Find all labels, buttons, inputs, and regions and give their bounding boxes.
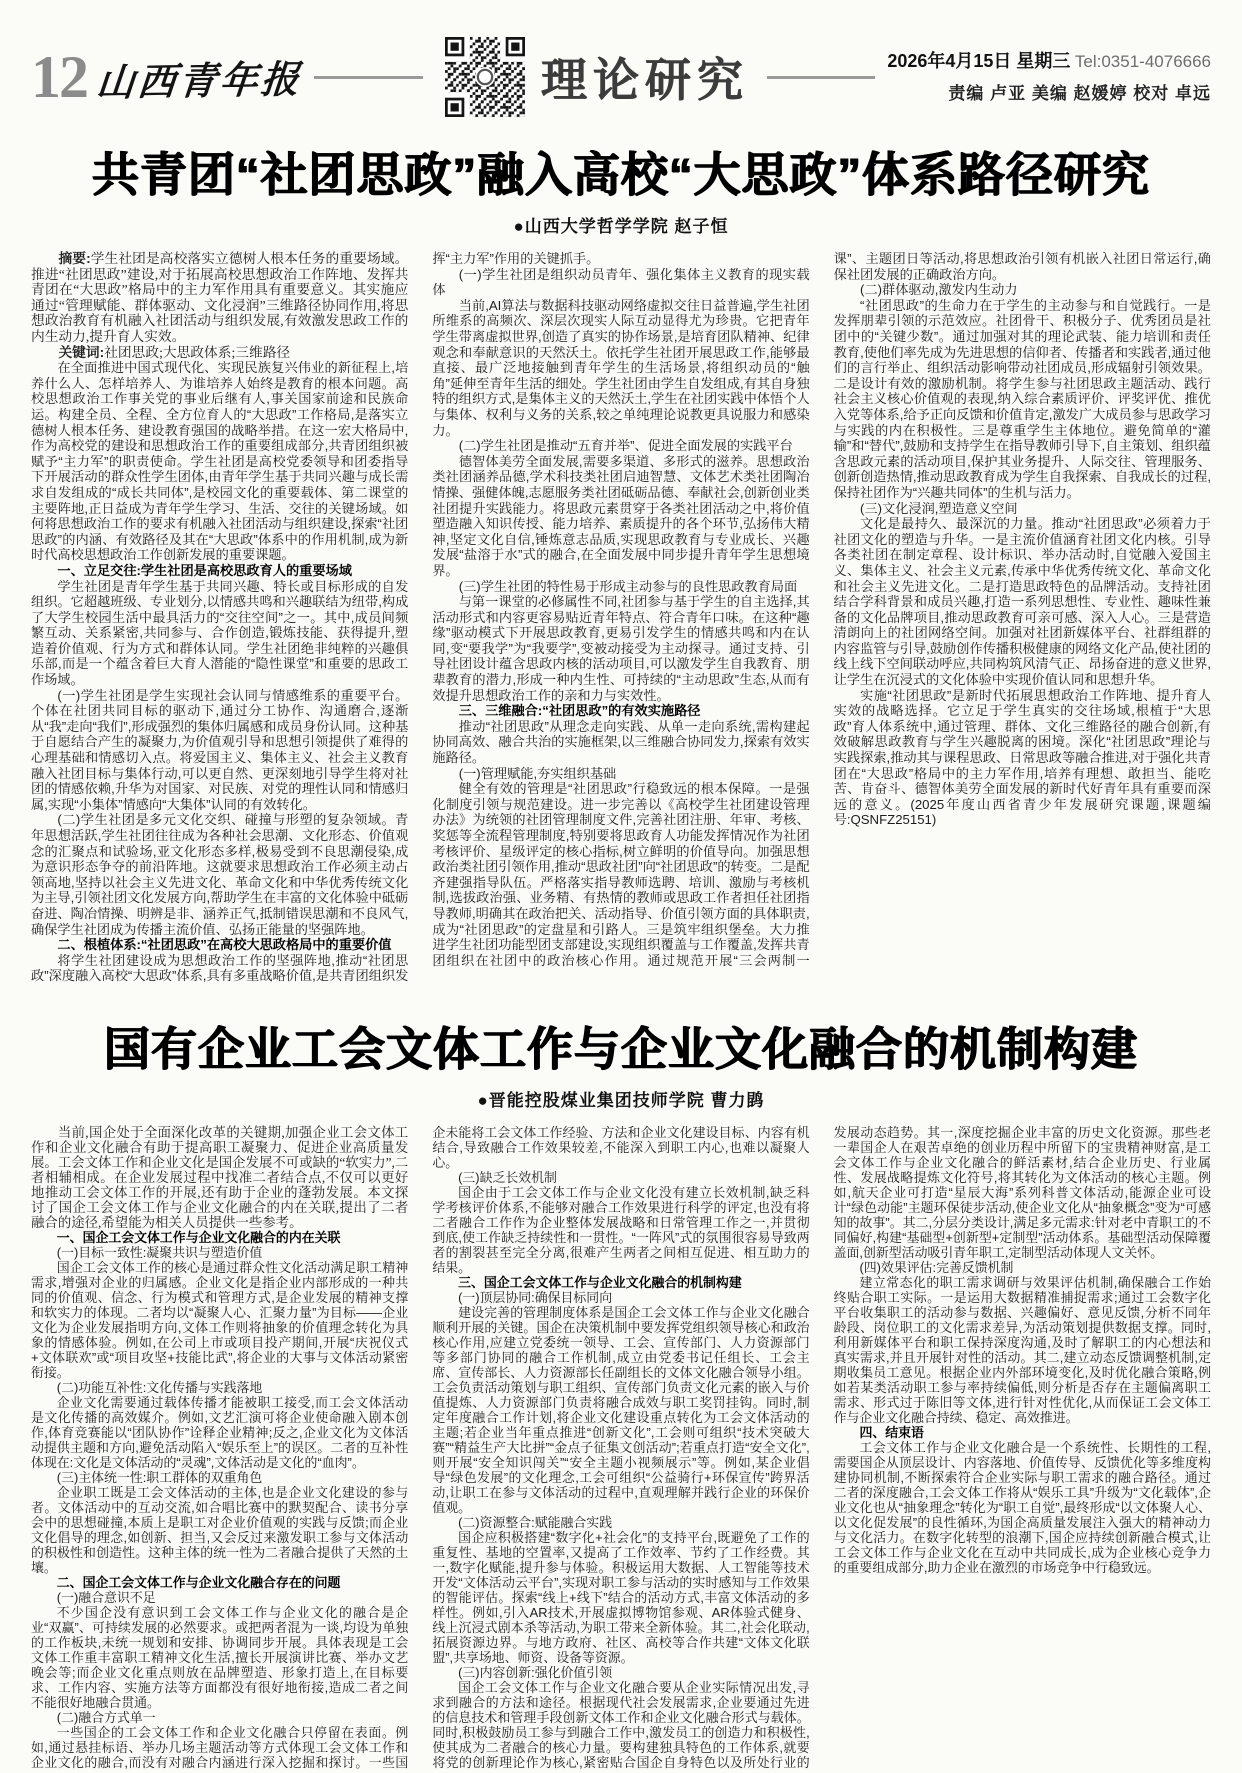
paragraph-body: 实施“社团思政”是新时代拓展思想政治工作阵地、提升育人实效的战略选择。它立足于学生真实的交往场域,根植于“大思政”育人体系统中,通过管理、群体、文化三维路径的融合创新,有效破解思政教育与学生兴趣脱离的困境。深化“社团思政”理论与实践探索,推动其与课程思政、日常思政等融合推进,对于强化共青团在“大思政”格局中的主力军作用,培养有理想、敢担当、能吃苦、肯奋斗、德智体美劳全面发展的新时代好青年具有重要而深远的意义。(2025年度山西省青少年发展研究课题,课题编号:QSNFZ25151): [833, 687, 1211, 828]
header-info: [887, 44, 1211, 111]
paragraph-body: 国企工会文体工作与企业文化融合要从企业实际情况出发,寻求到融合的方法和途径。根据现代社会发展需求,企业要通过先进的信息技术和管理手段创新文体工作和企业文化融合形式与载体。同时,积极鼓励员工参与到融合工作中,激发员工的创造力和积极性,使其成为二者融合的核心力量。要构建独具特色的工作体系,就要将党的创新理论作为核心,紧密贴合国企自身特色以及所处行业的发展动态趋势。其一,深度挖掘企业丰富的历史文化资源。那些老一辈国企人在艰苦卓绝的创业历程中所留下的宝贵精神财富,是工会文体工作与企业文化融合的鲜活素材,结合企业历史、行业属性、发展战略提炼文化符号,将其转化为文体活动的核心主题。例如,航天企业可打造“星辰大海”系列科普文体活动,能源企业可设计“绿色动能”主题环保徒步活动,使企业文化从“抽象概念”变为“可感知的故事”。其二,分层分类设计,满足多元需求:针对老中青职工的不同偏好,构建“基础型+创新型+定制型”活动体系。基础型活动保障覆盖面,创新型活动吸引青年职工,定制型活动体现人文关怀。: [432, 1124, 1211, 1770]
paragraph-body: “社团思政”的生命力在于学生的主动参与和自觉践行。一是发挥朋辈引领的示范效应。社团骨干、积极分子、优秀团员是社团中的“关键少数”。通过加强对其的理论武装、能力培训和责任教育,使他们率先成为先进思想的信仰者、传播者和实践者,通过他们的言行举止、组织活动影响带动社团成员,形成辐射引领效果。二是设计有效的激励机制。将学生参与社团思政主题活动、践行社会主义核心价值观的表现,纳入综合素质评价、评奖评优、推优入党等体系,给予正向反馈和价值肯定,激发广大成员参与思政学习与实践的内在积极性。三是尊重学生主体地位。避免简单的“灌输”和“替代”,鼓励和支持学生在指导教师引导下,自主策划、组织蕴含思政元素的活动项目,保护其业务提升、人际交往、管理服务、创新创造热情,推动思政教育成为学生自我探索、自我成长的过程,保持社团作为“兴趣共同体”的生机与活力。: [833, 297, 1211, 500]
paragraph-body: (三)学生社团的特性易于形成主动参与的良性思政教育局面: [458, 578, 798, 594]
paragraph-h: 四、结束语: [859, 1424, 924, 1440]
paragraph-body: 国企由于工会文体工作与企业文化没有建立长效机制,缺乏科学考核评价体系,不能够对融合工作效果进行科学的评定,也没有将二者融合工作作为企业整体发展战略和日常管理工作之一,并贯彻到底,使工作缺乏持续性和一贯性。“一阵风”式的氛围很容易导致两者的割裂甚至完全分离,很难产生两者之间相互促进、相互助力的结果。: [432, 1184, 810, 1275]
paragraph-body: 企业职工既是工会文体活动的主体,也是企业文化建设的参与者。文体活动中的互动交流,如合唱比赛中的默契配合、读书分享会中的思想碰撞,本质上是职工对企业价值观的实践与反馈;而企业文化倡导的理念,如创新、担当,又会反过来激发职工参与文体活动的积极性和创造性。这种主体的统一性为二者融合提供了天然的土壤。: [31, 1484, 409, 1575]
paragraph-body: (三)主体统一性:职工群体的双重角色: [56, 1469, 263, 1485]
paragraph-body: 企业文化需要通过载体传播才能被职工接受,而工会文体活动是文化传播的高效媒介。例如,文艺汇演可将企业使命融入剧本创作,体育竞赛能以“团队协作”诠释企业精神;反之,企业文化为文体活动提供主题和方向,避免活动陷入“娱乐至上”的误区。二者的互补性体现在:文化是文体活动的“灵魂”,文体活动是文化的“血肉”。: [31, 1394, 409, 1470]
abstract-text: 学生社团是高校落实立德树人根本任务的重要场域。推进“社团思政”建设,对于拓展高校思想政治工作阵地、发挥共青团在“大思政”格局中的主力军作用具有重要意义。其实施应通过“管理赋能、群体驱动、文化浸润”三维路径协同作用,将思想政治教育有机融入社团活动与组织发展,有效激发思政工作的内生动力,提升育人实效。: [31, 251, 409, 345]
paragraph-body: 与第一课堂的必修属性不同,社团参与基于学生的自主选择,其活动形式和内容更容易贴近青年特点、符合青年口味。在这种“趣缘”驱动模式下开展思政教育,更易引发学生的情感共鸣和内在认同,变“要我学”为“我要学”,变被动接受为主动探寻。通过支持、引导社团设计蕴含思政内核的活动项目,可以激发学生自我教育、朋辈教育的潜力,形成一种内生性、可持续的“主动思政”生态,从而有效提升思想政治工作的亲和力与实效性。: [432, 594, 810, 703]
paragraph-body: 文化是最持久、最深沉的力量。推动“社团思政”必须着力于社团文化的塑造与升华。一是主流价值涵育社团文化内核。引导各类社团在制定章程、设计标识、举办活动时,自觉融入爱国主义、集体主义、社会主义元素,传承中华优秀传统文化、革命文化和社会主义先进文化。二是打造思政特色的品牌活动。支持社团结合学科背景和成员兴趣,打造一系列思想性、专业性、趣味性兼备的文化品牌项目,推动思政教育可亲可感、深入人心。三是营造清朗向上的社团网络空间。加强对社团新媒体平台、社群组群的内容监管与引导,鼓励创作传播积极健康的网络文化产品,使社团的线上线下空间联动呼应,共同构筑风清气正、昂扬奋进的意义世界,让学生在沉浸式的文化体验中实现价值认同和思想升华。: [833, 516, 1211, 688]
header-rule-left: [314, 76, 423, 79]
paragraph-body: (二)群体驱动,激发内生动力: [860, 282, 1018, 298]
paragraph-body: 推动“社团思政”从理念走向实践、从单一走向系统,需构建起协同高效、融合共治的实施框架,以三维融合协同发力,探索有效实施路径。: [432, 718, 810, 766]
staff-line: 责编 卢亚 美编 赵媛婷 校对 卓远: [948, 84, 1212, 104]
paragraph-h: 二、根植体系:“社团思政”在高校大思政格局中的重要价值: [57, 937, 392, 953]
paragraph-body: 建立常态化的职工需求调研与效果评估机制,确保融合工作始终贴合职工实际。一是运用大数据精准捕捉需求;通过工会数字化平台收集职工的活动参与数据、兴趣偏好、意见反馈,分析不同年龄段、岗位职工的文化需求差异,为活动策划提供数据支撑。同时,利用新媒体平台和职工保持深度沟通,及时了解职工的内心想法和真实需求,并且开展针对性的活动。其二,建立动态反馈调整机制,定期收集员工意见。根据企业内外部环境变化,及时优化融合策略,例如若某类活动职工参与率持续偏低,则分析是否存在主题偏离职工需求、形式过于陈旧等文体,进行针对性优化,从而保证工会文体工作与企业文化融合持续、稳定、高效推进。: [833, 1274, 1211, 1425]
paragraph-body: (一)管理赋能,夯实组织基础: [458, 765, 617, 781]
paragraph-body: 学生社团是青年学生基于共同兴趣、特长或目标形成的自发组织。它超越班级、专业划分,以情感共鸣和兴趣联结为纽带,构成了大学生校园生活中最具活力的“交往空间”之一。其中,成员间频繁互动、关系紧密,共同参与、合作创造,锻炼技能、获得提升,塑造着价值观、行为方式和群体认同。学生社团绝非纯粹的兴趣俱乐部,而是一个蕴含着巨大育人潜能的“隐性课堂”和重要的思政工作场域。: [31, 578, 409, 688]
article-1-title: 共青团“社团思政”融入高校“大思政”体系路径研究: [92, 148, 1150, 201]
paragraph-body: 将学生社团建设成为思想政治工作的坚强阵地,推动“社团思政”深度融入高校“大思政”体系,具有多重战略价值,是共青团组织发挥“主力军”作用的关键抓手。: [31, 251, 600, 984]
paragraph-body: 不少国企没有意识到工会文体工作与企业文化的融合是企业“双赢”、可持续发展的必然要求。或把两者混为一谈,均设为单独的工作板块,未统一规划和安排、协调同步开展。具体表现是工会文体工作重丰富职工精神文化生活,擅长开展演讲比赛、举办文艺晚会等;而企业文化重点则放在品牌塑造、形象打造上,在目标要求、工作内容、实施方法等方面都没有很好地衔接,造成二者之间不能很好地融合贯通。: [31, 1604, 409, 1710]
paragraph-body: 国企应积极搭建“数字化+社会化”的支持平台,既避免了工作的重复性、基地的空置率,又提高了工作效率、节约了工作经费。其一,数字化赋能,提升参与体验。积极运用大数据、人工智能等技术开发“文体活动云平台”,实现对职工参与活动的实时感知与工作效果的智能评估。探索“线上+线下”结合的活动方式,丰富文体活动的多样性。例如,引入AR技术,开展虚拟博物馆参观、AR体验式健身、线上沉浸式剧本杀等活动,为职工带来全新体验。其二,社会化联动,拓展资源边界。与地方政府、社区、高校等合作共建“文体文化联盟”,共享场地、师资、设备等资源。: [432, 1529, 810, 1665]
paragraph-body: (一)学生社团是学生实现社会认同与情感维系的重要平台。个体在社团共同目标的驱动下,通过分工协作、沟通磨合,逐渐从“我”走向“我们”,形成强烈的集体归属感和成员身份认同。这种基于自愿结合产生的凝聚力,为价值观引导和思想引领提供了难得的心理基础和情感切入点。将爱国主义、集体主义、社会主义教育融入社团目标与集体行动,可以更自然、更深刻地引导学生将对社团的情感依赖,升华为对国家、对民族、对党的理性认同和情感归属,实现“小集体”情感向“大集体”认同的有效转化。: [31, 687, 409, 812]
paragraph-body: 国企工会文体工作的核心是通过群众性文化活动满足职工精神需求,增强对企业的归属感。企业文化是指企业内部形成的一种共同的价值观、信念、行为模式和管理方式,是企业发展的精神支撑和软实力的体现。二者均以“凝聚人心、汇聚力量”为目标——企业文化为企业发展指明方向,文体工作则将抽象的价值理念转化为具象的情感体验。例如,在公司上市或项目投产期间,开展“庆祝仪式+文体联欢”或“项目攻坚+技能比武”,将企业的大事与文体活动紧密衔接。: [31, 1259, 409, 1380]
paragraph-body: 当前,AI算法与数据科技驱动网络虚拟交往日益普遍,学生社团所维系的高频次、深层次现实人际互动显得尤为珍贵。它把青年学生带离虚拟世界,创造了真实的协作场景,是培育团队精神、纪律观念和奉献意识的天然沃土。依托学生社团开展思政工作,能够最直接、最广泛地接触到青年学生的生活场景,将组织动员的“触角”延伸至青年生活的细处。学生社团由学生自发组成,有其自身独特的组织方式,是集体主义的天然沃土,学生在社团实践中体悟个人与集体、权利与义务的关系,较之单纯理论说教更具说服力和感染力。: [432, 297, 810, 438]
page-number: 12: [31, 44, 87, 110]
article-1-author: ●山西大学哲学学院 赵子恒: [513, 217, 729, 237]
paragraph-body: 健全有效的管理是“社团思政”行稳致远的根本保障。一是强化制度引领与规范建设。进一步完善以《高校学生社团建设管理办法》为统领的社团管理制度文件,完善社团注册、年审、考核、奖惩等全流程管理制度,特别要将思政育人功能发挥情况作为社团考核评价、星级评定的核心指标,树立鲜明的价值导向。加强思想政治类社团引领作用,推动“思政社团”向“社团思政”的转变。二是配齐建强指导队伍。严格落实指导教师选聘、培训、激励与考核机制,选拔政治强、业务精、有热情的教师或思政工作者担任社团指导教师,明确其在政治把关、活动指导、价值引领方面的具体职责,成为“社团思政”的定盘星和引路人。三是筑牢组织堡垒。大力推进学生社团功能型团支部建设,实现组织覆盖与工作覆盖,发挥共青团组织在社团中的政治核心作用。通过规范开展“三会两制一课”、主题团日等活动,将思想政治引领有机嵌入社团日常运行,确保社团发展的正确政治方向。: [432, 251, 1211, 968]
date-line: 2026年4月15日 星期三: [887, 50, 1071, 71]
paragraph-body: (三)文化浸润,塑造意义空间: [860, 500, 1018, 516]
paragraph-body: 德智体美劳全面发展,需要多渠道、多形式的滋养。思想政治类社团涵养品德,学术科技类社团启迪智慧、文体艺术类社团陶冶情操、强健体魄,志愿服务类社团砥砺品德、奉献社会,创新创业类社团提升实践能力。将思政元素贯穿于各类社团活动之中,将价值塑造融入知识传授、能力培养、素质提升的各个环节,弘扬伟大精神,坚定文化自信,锤炼意志品质,实现思政教育与专业成长、兴趣发展“盐溶于水”式的融合,在全面发展中同步提升青年学生思想境界。: [432, 453, 810, 578]
article-2-title: 国有企业工会文体工作与企业文化融合的机制构建: [104, 1023, 1138, 1076]
paragraph-abstract: [31, 251, 408, 345]
phone-number: Tel:0351-4076666: [1074, 51, 1212, 71]
article-2: [31, 1023, 1211, 1773]
paragraph-body: (四)效果评估:完善反馈机制: [859, 1259, 1014, 1275]
article-1: [31, 148, 1211, 993]
paragraph-body: (二)学生社团是多元文化交织、碰撞与形塑的复杂领域。青年思想活跃,学生社团往往成为各种社会思潮、文化形态、价值观念的汇聚点和试验场,亚文化形态多样,极易受到不良思潮侵染,成为意识形态争夺的前沿阵地。这就要求思想政治工作必须主动占领高地,坚持以社会主义先进文化、革命文化和中华优秀传统文化为主导,引领社团文化发展方向,帮助学生在丰富的文化体验中砥砺奋进、陶冶情操、明辨是非、涵养正气,抵制错误思潮和不良风气,确保学生社团成为传播主流价值、弘扬正能量的坚强阵地。: [31, 812, 409, 937]
paragraph-body: (二)融合方式单一: [56, 1709, 156, 1725]
paragraph-body: (三)内容创新:强化价值引领: [458, 1664, 613, 1680]
paragraph-keywords: [31, 345, 408, 361]
paragraph-body: (二)功能互补性:文化传播与实践落地: [56, 1379, 263, 1395]
paragraph-body: 一些国企的工会文体工作和企业文化融合只停留在表面。例如,通过悬挂标语、举办几场主题活动等方式体现工会文体工作和企业文化的融合,而没有对融合内涵进行深入挖掘和探讨。一些国企未能将工会文体工作经验、方法和企业文化建设目标、内容有机结合,导致融合工作效果较差,不能深入到职工内心,也难以凝聚人心。: [31, 1124, 810, 1770]
header-rule-right: [767, 76, 876, 79]
keywords-label: 关键词:: [58, 344, 105, 360]
article-1-body: [31, 251, 1211, 993]
paragraph-body: 工会文体工作与企业文化融合是一个系统性、长期性的工程,需要国企从顶层设计、内容落地、价值传导、反馈优化等多维度构建协同机制,不断探索符合企业实际与职工需求的融合路径。通过二者的深度融合,工会文体工作将从“娱乐工具”升级为“文化载体”,企业文化也从“抽象理念”转化为“职工自觉”,最终形成“以文体聚人心、以文化促发展”的良性循环,为国企高质量发展注入强大的精神动力与文化活力。在数字化转型的浪潮下,国企应持续创新融合模式,让工会文体工作与企业文化在互动中共同成长,成为企业核心竞争力的重要组成部分,助力企业在激烈的市场竞争中行稳致远。: [833, 1439, 1211, 1575]
page-header: [31, 34, 1211, 120]
paragraph-h: 三、国企工会文体工作与企业文化融合的机制构建: [458, 1274, 742, 1290]
paragraph-body: (三)缺乏长效机制: [458, 1169, 557, 1185]
paragraph-h: 一、立足交往:学生社团是高校思政育人的重要场域: [57, 562, 352, 578]
paragraph-body: 建设完善的管理制度体系是国企工会文体工作与企业文化融合顺利开展的关键。国企在决策机制中要发挥党组织领导核心和政治核心作用,应建立党委统一领导、工会、宣传部门、人力资源部门等多部门协同的融合工作机制,成立由党委书记任组长、工会主席、宣传部长、人力资源部长任副组长的文体文化融合领导小组。工会负责活动策划与职工组织、宣传部门负责文化元素的嵌入与价值提炼、人力资源部门负责将融合成效与职工奖罚挂钩。同时,制定年度融合工作计划,将企业文化建设重点转化为工会文体活动的主题;若企业当年重点推进“创新文化”,工会则可组织“技术突破大赛”“精益生产大比拼”“金点子征集文创活动”;若重点打造“安全文化”,则开展“安全知识闯关”“安全主题小视频展示”等。例如,某企业倡导“绿色发展”的文化理念,工会可组织“公益骑行+环保宣传”跨界活动,让职工在参与文体活动的过程中,直观理解并践行企业的环保价值观。: [432, 1304, 810, 1515]
paragraph-body: (一)顶层协同:确保目标同向: [458, 1289, 613, 1305]
masthead-logo: 山西青年报: [94, 58, 304, 105]
section-title: 理论研究: [540, 55, 749, 106]
article-2-author: ●晋能控股煤业集团技师学院 曹力鹍: [477, 1090, 765, 1110]
paragraph-body: (二)学生社团是推动“五育并举”、促进全面发展的实践平台: [458, 438, 793, 454]
paragraph-body: (一)融合意识不足: [56, 1589, 156, 1605]
paragraph-body: (二)资源整合:赋能融合实践: [458, 1514, 613, 1530]
abstract-label: 摘要:: [58, 251, 91, 267]
article-2-body: [31, 1125, 1211, 1773]
qr-code-icon: [445, 37, 525, 117]
paragraph-h: 三、三维融合:“社团思政”的有效实施路径: [458, 703, 701, 719]
paragraph-h: 一、国企工会文体工作与企业文化融合的内在关联: [56, 1229, 341, 1245]
paragraph-body: 在全面推进中国式现代化、实现民族复兴伟业的新征程上,培养什么人、怎样培养人、为谁培养人始终是教育的根本问题。高校思想政治工作事关党的事业后继有人,事关国家前途和民族命运。构建全员、全程、全方位育人的“大思政”工作格局,是落实立德树人根本任务、建设教育强国的战略举措。在这一宏大格局中,作为高校党的建设和思想政治工作的重要组成部分,共青团组织被赋予“主力军”的职责使命。学生社团是高校党委领导和团委指导下开展活动的群众性学生团体,由青年学生基于共同兴趣与成长需求自发组成的“成长共同体”,是校园文化的重要载体、第二课堂的主要阵地,正日益成为青年学生学习、生活、交往的关键场域。如何将思想政治工作的要求有机融入社团活动与组织建设,探索“社团思政”的内涵、有效路径及其在“大思政”体系中的作用机制,成为新时代高校思想政治工作创新发展的重要课题。: [31, 360, 409, 563]
paragraph-body: (一)目标一致性:凝聚共识与塑造价值: [56, 1244, 263, 1260]
keywords-text: 社团思政;大思政体系;三维路径: [104, 344, 291, 360]
paragraph-body: (一)学生社团是组织动员青年、强化集体主义教育的现实载体: [432, 266, 810, 298]
paragraph-lead: 当前,国企处于全面深化改革的关键期,加强企业工会文体工作和企业文化融合有助于提高职工凝聚力、促进企业高质量发展。工会文体工作和企业文化是国企发展不可或缺的“软实力”,二者相辅相成。在企业发展过程中找准二者结合点,不仅可以更好地推动工会文体工作的开展,还有助于企业的蓬勃发展。本文探讨了国企工会文体工作与企业文化融合的内在关联,提出了二者融合的途径,希望能为相关人员提供一些参考。: [31, 1124, 409, 1230]
paragraph-h: 二、国企工会文体工作与企业文化融合存在的问题: [56, 1574, 341, 1590]
